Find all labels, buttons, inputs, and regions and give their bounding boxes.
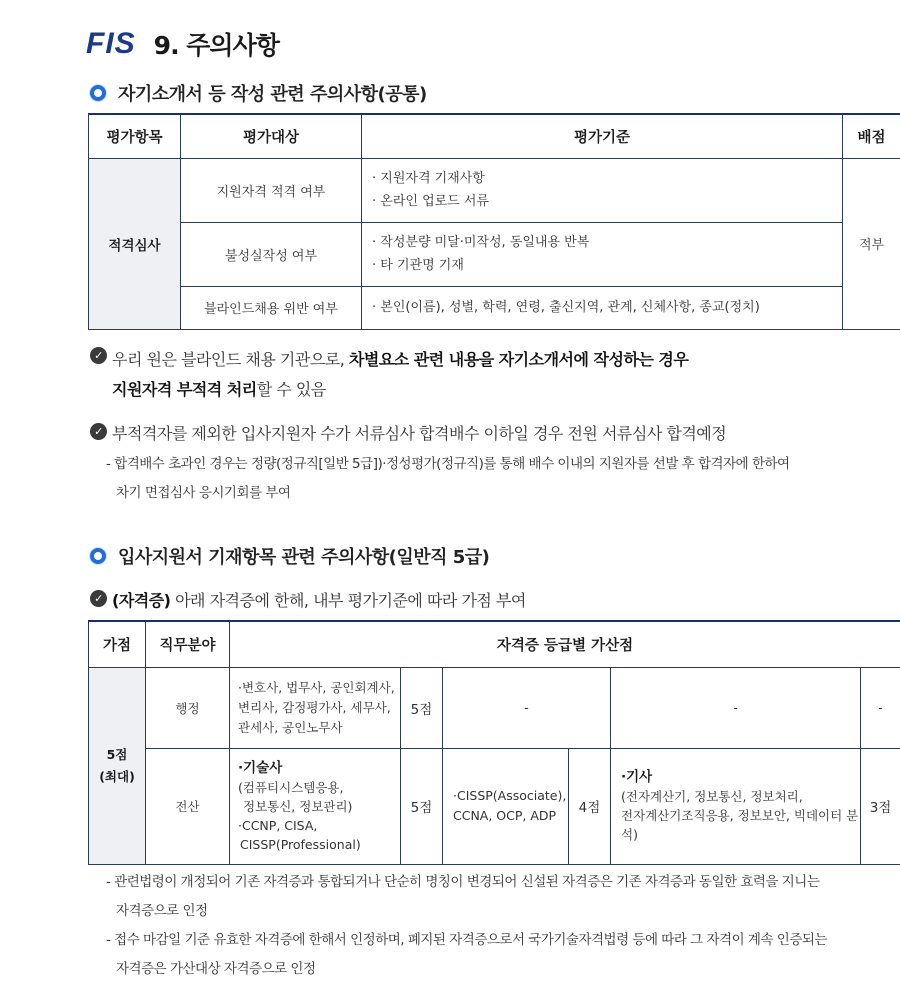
check-circle-icon: ✓	[90, 590, 107, 607]
table-header-row	[89, 621, 900, 667]
table-row	[89, 158, 900, 222]
certs-cell: ·CISSP(Associate), CCNA, OCP, ADP	[443, 748, 569, 864]
target-cell: 지원자격 적격 여부	[181, 158, 362, 222]
table-row	[89, 222, 900, 286]
certs-cell: ·기술사 (컴퓨티시스템응용, 정보통신, 정보관리) ·CCNP, CISA, CISSP(Professional)	[230, 748, 401, 864]
category-cell: 적격심사	[89, 158, 181, 329]
screening-table	[88, 113, 900, 330]
certs-cell: ·기사 (전자계산기, 정보통신, 정보처리, 전자계산기조직응용, 정보보안, 빅데이터 분석)	[611, 748, 861, 864]
score-cell: 5점	[401, 748, 443, 864]
score-cell: -	[861, 667, 900, 748]
section-title-application: 입사지원서 기재항목 관련 주의사항(일반직 5급)	[90, 543, 489, 569]
criteria-cell: · 본인(이름), 성별, 학력, 연령, 출신지역, 관계, 신체사항, 종교(정치)	[362, 286, 843, 329]
table-header-row	[89, 114, 900, 158]
fis-logo: FIS	[86, 27, 136, 60]
header-cell: 가점	[89, 621, 146, 667]
field-cell: 행정	[146, 667, 230, 748]
criteria-cell: · 지원자격 기재사항 · 온라인 업로드 서류	[362, 158, 843, 222]
blind-recruit-note: ✓ 우리 원은 블라인드 채용 기관으로, 차별요소 관련 내용을 자기소개서에 작성하는 경우 지원자격 부적격 처리할 수 있음	[90, 345, 688, 405]
header-cell: 직무분야	[146, 621, 230, 667]
table-row	[89, 286, 900, 329]
header-cell: 평가기준	[362, 114, 843, 158]
bullet-ring-icon	[90, 85, 106, 101]
criteria-cell: · 작성분량 미달·미작성, 동일내용 반복 · 타 기관명 기재	[362, 222, 843, 286]
target-cell: 블라인드채용 위반 여부	[181, 286, 362, 329]
check-circle-icon: ✓	[90, 347, 107, 364]
certs-cell: -	[611, 667, 861, 748]
certs-cell: ·변호사, 법무사, 공인회계사, 변리사, 감정평가사, 세무사, 관세사, 공인노무사	[230, 667, 401, 748]
check-circle-icon: ✓	[90, 423, 107, 440]
field-cell: 전산	[146, 748, 230, 864]
header-cell: 평가항목	[89, 114, 181, 158]
table-row	[89, 667, 900, 748]
score-cell: 3점	[861, 748, 900, 864]
document-screening-note: ✓ 부적격자를 제외한 입사지원자 수가 서류심사 합격배수 이하일 경우 전원 서류심사 합격예정	[90, 421, 726, 444]
certificate-table	[88, 620, 900, 865]
certs-cell: -	[443, 667, 611, 748]
page-header	[86, 24, 279, 64]
score-cell: 4점	[569, 748, 611, 864]
target-cell: 불성실작성 여부	[181, 222, 362, 286]
table-row	[89, 748, 900, 864]
points-cell: 5점 (최대)	[89, 667, 146, 864]
header-cell: 자격증 등급별 가산점	[230, 621, 900, 667]
header-cell: 배점	[843, 114, 900, 158]
page-title: 9. 주의사항	[153, 31, 279, 60]
certificate-footnotes: - 관련법령이 개정되어 기존 자격증과 통합되거나 단순히 명칭이 변경되어 신설된 자격증은 기존 자격증과 동일한 효력을 지니는 자격증으로 인정 - 접수 마감일 기준 유효한 자격증에 한해서 인정하며, 폐지된 자격증으로서 국가기술자격법령 등에 따라 그 자격이 계속 인증되는 자격증은 가산대상 자격증으로 인정	[106, 874, 827, 977]
screening-subnote: - 합격배수 초과인 경우는 정량(정규직[일반 5급])·정성평가(정규직)를 통해 배수 이내의 지원자를 선발 후 합격자에 한하여 차기 면접심사 응시기회를 부여	[106, 456, 790, 501]
certificate-note: ✓ (자격증) 아래 자격증에 한해, 내부 평가기준에 따라 가점 부여	[90, 588, 526, 611]
header-cell: 평가대상	[181, 114, 362, 158]
score-cell: 5점	[401, 667, 443, 748]
bullet-ring-icon	[90, 548, 106, 564]
section-title-common: 자기소개서 등 작성 관련 주의사항(공통)	[90, 80, 427, 106]
score-cell: 적부	[843, 158, 900, 329]
